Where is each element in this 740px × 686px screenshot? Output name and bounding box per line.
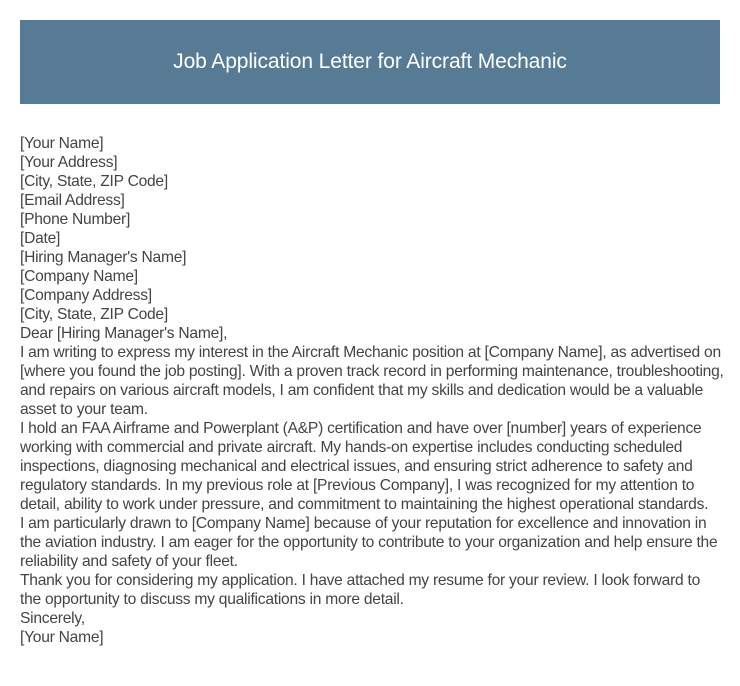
paragraph-closing: Thank you for considering my application. I have attached my resume for your review. I look forward to the opportunity to discuss my qualifications in more detail. bbox=[20, 572, 701, 608]
recipient-company-address: [Company Address] bbox=[20, 287, 152, 304]
recipient-city-state-zip: [City, State, ZIP Code] bbox=[20, 306, 168, 323]
recipient-manager-name: [Hiring Manager's Name] bbox=[20, 249, 187, 266]
paragraph-motivation: I am particularly drawn to [Company Name] because of your reputation for excellence and innovation in the aviation industry. I am eager for the opportunity to contribute to your organization and help ensure the reliability and safety of your fleet. bbox=[20, 515, 718, 570]
recipient-company-name: [Company Name] bbox=[20, 268, 138, 285]
signature: [Your Name] bbox=[20, 629, 104, 646]
salutation: Dear [Hiring Manager's Name], bbox=[20, 325, 228, 342]
sender-phone: [Phone Number] bbox=[20, 211, 131, 228]
closing: Sincerely, bbox=[20, 610, 85, 627]
letter-date: [Date] bbox=[20, 230, 61, 247]
paragraph-intro: I am writing to express my interest in the Aircraft Mechanic position at [Company Name], as advertised on [where you found the job posting]. With a proven track record in performing maintenance, troubleshooting, and repairs on various aircraft models, I am confident that my skills and dedication would be a valuable asset to your team. bbox=[20, 344, 724, 418]
sender-address: [Your Address] bbox=[20, 154, 118, 171]
sender-email: [Email Address] bbox=[20, 192, 125, 209]
letter-body bbox=[20, 134, 725, 647]
paragraph-qualifications: I hold an FAA Airframe and Powerplant (A&P) certification and have over [number] years of experience working with commercial and private aircraft. My hands-on expertise includes conducting scheduled inspections, diagnosing mechanical and electrical issues, and ensuring strict adherence to safety and regulatory standards. In my previous role at [Previous Company], I was recognized for my attention to detail, ability to work under pressure, and commitment to maintaining the highest operational standards. bbox=[20, 420, 709, 513]
sender-name: [Your Name] bbox=[20, 135, 104, 152]
page-title: Job Application Letter for Aircraft Mechanic bbox=[173, 50, 567, 73]
page-header bbox=[20, 20, 720, 104]
sender-city-state-zip: [City, State, ZIP Code] bbox=[20, 173, 168, 190]
